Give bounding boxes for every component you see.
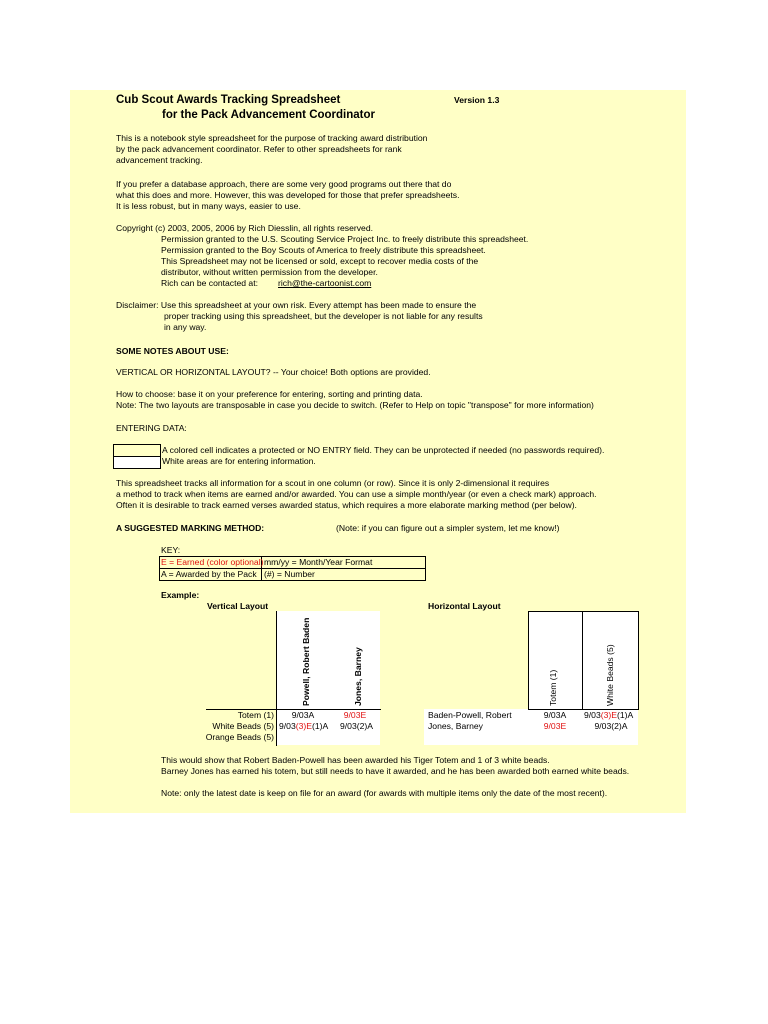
vertical-layout-title: Vertical Layout xyxy=(207,601,269,611)
layout-question: VERTICAL OR HORIZONTAL LAYOUT? -- Your choice! Both options are provided. xyxy=(116,367,431,377)
horizontal-cell: 9/03E xyxy=(543,721,567,731)
permission-line: Permission granted to the Boy Scouts of America to freely distribute this spreadsheet. xyxy=(161,245,486,255)
how-to-choose: How to choose: base it on your preference for entering, sorting and printing data. xyxy=(116,389,423,399)
award-row-label: Orange Beads (5) xyxy=(205,732,274,742)
version-label: Version 1.3 xyxy=(454,95,500,105)
vertical-scout-header: Powell, Robert Baden xyxy=(301,617,311,706)
award-row-label: Totem (1) xyxy=(237,710,274,720)
tracking-line: Often it is desirable to track earned verses awarded status, which requires a more elaborate marking method (per below). xyxy=(116,500,577,510)
disclaimer-line: Disclaimer: Use this spreadsheet at your own risk. Every attempt has been made to ensure the xyxy=(116,300,477,310)
summary-line: This would show that Robert Baden-Powell has been awarded his Tiger Totem and 1 of 3 white beads. xyxy=(161,755,550,765)
horizontal-cell: 9/03A xyxy=(543,710,567,720)
intro-line: by the pack advancement coordinator. Refer to other spreadsheets for rank xyxy=(116,144,402,154)
intro-line: This is a notebook style spreadsheet for the purpose of tracking award distribution xyxy=(116,133,428,143)
horizontal-cell: 9/03(2)A xyxy=(594,721,628,731)
key-label: KEY: xyxy=(161,545,181,555)
copyright-line: Copyright (c) 2003, 2005, 2006 by Rich Diesslin, all rights reserved. xyxy=(116,223,373,233)
horizontal-scout-name: Jones, Barney xyxy=(428,721,483,731)
permission-line: This Spreadsheet may not be licensed or sold, except to recover media costs of the xyxy=(161,256,479,266)
horizontal-award-header: Totem (1) xyxy=(548,669,558,706)
sheet-subtitle: for the Pack Advancement Coordinator xyxy=(162,109,376,121)
database-note-line: It is less robust, but in many ways, easier to use. xyxy=(116,201,301,211)
horizontal-layout-title: Horizontal Layout xyxy=(428,601,501,611)
disclaimer-line: proper tracking using this spreadsheet, but the developer is not liable for any results xyxy=(164,311,483,321)
permission-line: Permission granted to the U.S. Scouting Service Project Inc. to freely distribute this spreadsheet. xyxy=(161,234,529,244)
disclaimer-line: in any way. xyxy=(164,322,207,332)
notes-heading: SOME NOTES ABOUT USE: xyxy=(116,346,229,356)
key-number: (#) = Number xyxy=(264,569,315,579)
key-awarded: A = Awarded by the Pack xyxy=(161,569,257,579)
entering-heading: ENTERING DATA: xyxy=(116,423,187,433)
summary-line: Barney Jones has earned his totem, but still needs to have it awarded, and he has been awarded both earned white beads. xyxy=(161,766,630,776)
vertical-cell: 9/03(3)E(1)A xyxy=(279,721,329,731)
intro-line: advancement tracking. xyxy=(116,155,203,165)
vertical-cell: 9/03A xyxy=(291,710,315,720)
white-cell-swatch[interactable] xyxy=(113,456,161,469)
database-note-line: what this does and more. However, this was developed for those that prefer spreadsheets. xyxy=(116,190,460,200)
contact-email-link[interactable]: rich@the-cartoonist.com xyxy=(278,278,372,288)
horizontal-cell: 9/03(3)E(1)A xyxy=(584,710,634,720)
example-label: Example: xyxy=(161,590,200,600)
key-month-year: mm/yy = Month/Year Format xyxy=(264,557,373,567)
worksheet xyxy=(70,90,686,813)
final-note: Note: only the latest date is keep on file for an award (for awards with multiple items only the date of the most recent). xyxy=(161,788,608,798)
vertical-cell: 9/03(2)A xyxy=(340,721,373,731)
legend-white-text: White areas are for entering information. xyxy=(162,456,316,466)
marking-note: (Note: if you can figure out a simpler system, let me know!) xyxy=(336,523,560,533)
tracking-line: a method to track when items are earned and/or awarded. You can use a simple month/year (or even a check mark) approach. xyxy=(116,489,597,499)
transpose-note: Note: The two layouts are transposable in case you decide to switch. (Refer to Help on topic "transpose" for more information) xyxy=(116,400,594,410)
vertical-cell: 9/03E xyxy=(343,710,367,720)
legend-colored-text: A colored cell indicates a protected or NO ENTRY field. They can be unprotected if needed (no passwords required). xyxy=(162,445,605,455)
marking-heading: A SUGGESTED MARKING METHOD: xyxy=(116,523,265,533)
sheet-title: Cub Scout Awards Tracking Spreadsheet xyxy=(116,94,341,106)
database-note-line: If you prefer a database approach, there are some very good programs out there that do xyxy=(116,179,452,189)
vertical-scout-header: Jones, Barney xyxy=(353,647,363,706)
permission-line: distributor, without written permission from the developer. xyxy=(161,267,378,277)
key-earned: E = Earned (color optional) xyxy=(161,557,264,567)
contact-label: Rich can be contacted at: xyxy=(161,278,258,288)
award-row-label: White Beads (5) xyxy=(212,721,274,731)
horizontal-scout-name: Baden-Powell, Robert xyxy=(428,710,512,720)
tracking-line: This spreadsheet tracks all information for a scout in one column (or row). Since it is only 2-dimensional it requires xyxy=(116,478,550,488)
horizontal-award-header: White Beads (5) xyxy=(605,644,615,706)
